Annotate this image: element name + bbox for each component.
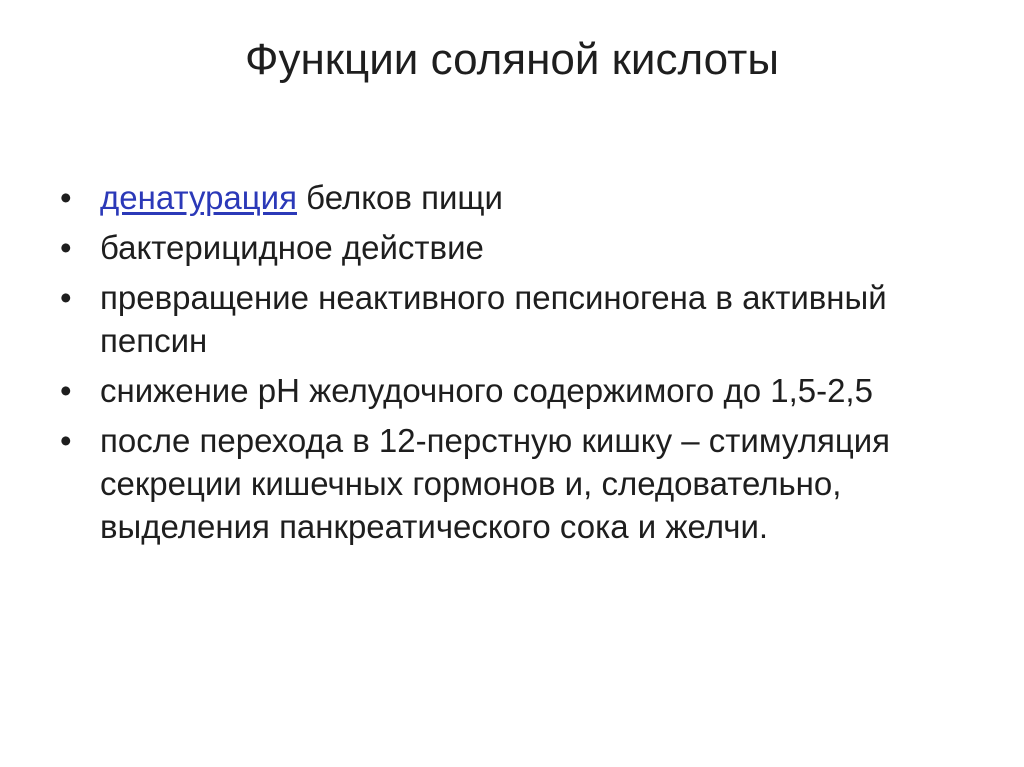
bullet-dot: • <box>60 179 72 216</box>
bullet-text: белков пищи <box>297 179 503 216</box>
bullet-text: после перехода в 12-перстную кишку – стимуляция секреции кишечных гормонов и, следовательно, выделения панкреатического сока и желчи. <box>100 422 891 545</box>
bullet-item-bactericidal <box>60 226 960 269</box>
bullet-dot: • <box>60 422 72 459</box>
denaturation-link[interactable]: денатурация <box>100 179 297 216</box>
bullet-dot: • <box>60 279 72 316</box>
bullet-dot: • <box>60 229 72 266</box>
bullet-item-pepsinogen <box>60 276 960 362</box>
bullet-item-denaturation <box>60 176 960 219</box>
bullet-item-duodenum <box>60 419 960 548</box>
bullet-dot: • <box>60 372 72 409</box>
bullet-text: бактерицидное действие <box>100 229 484 266</box>
slide-title: Функции соляной кислоты <box>245 35 779 84</box>
bullet-text: превращение неактивного пепсиногена в активный пепсин <box>100 279 887 359</box>
bullet-list <box>60 176 960 555</box>
bullet-item-ph <box>60 369 960 412</box>
bullet-text: снижение рН желудочного содержимого до 1,5-2,5 <box>100 372 873 409</box>
